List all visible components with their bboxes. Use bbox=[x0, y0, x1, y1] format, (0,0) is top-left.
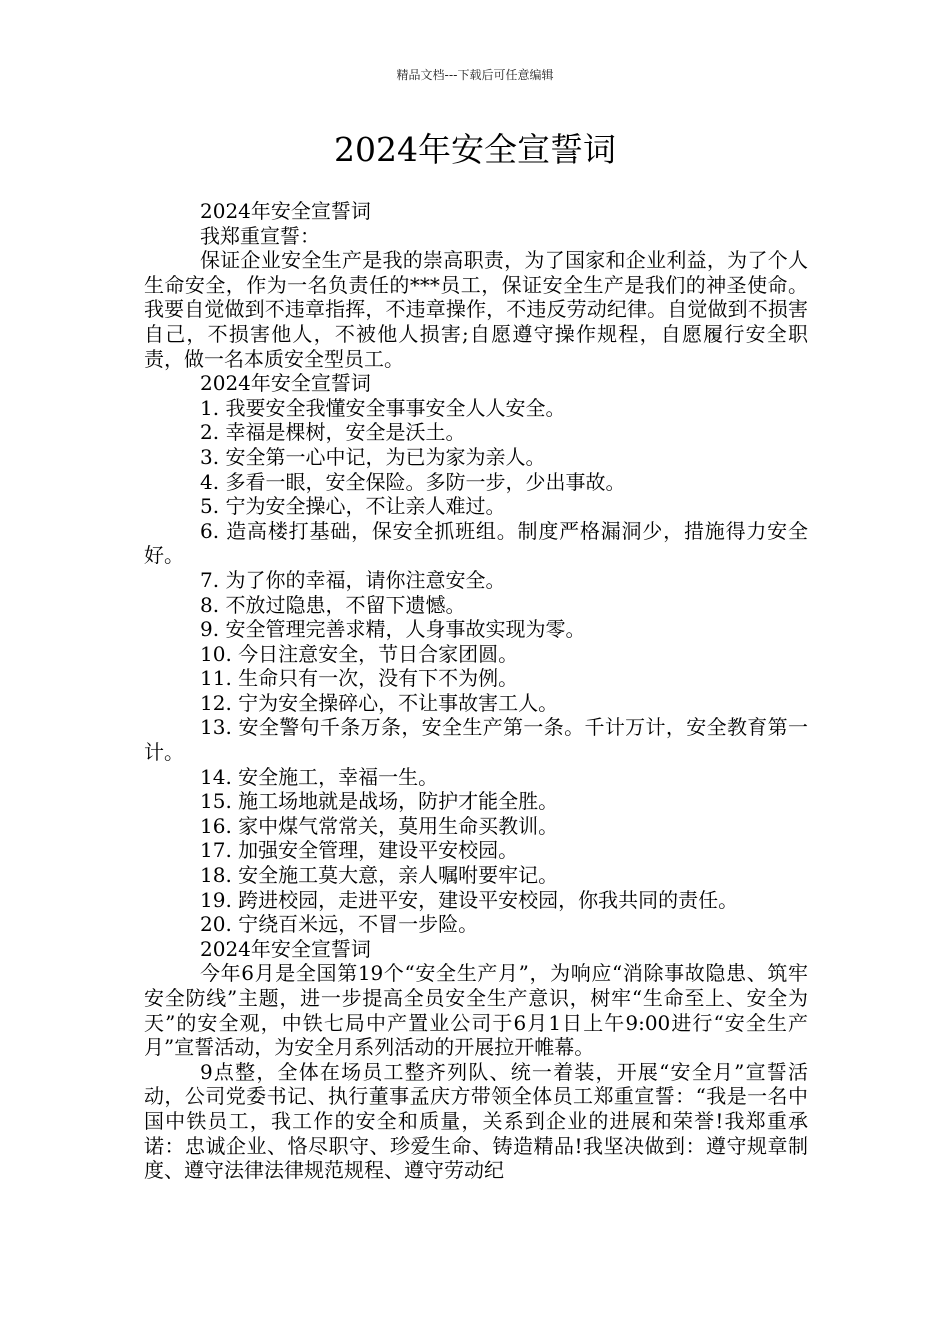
paragraph: 保证企业安全生产是我的崇高职责，为了国家和企业利益，为了个人生命安全，作为一名负责任的***员工，保证安全生产是我们的神圣使命。我要自觉做到不违章指挥，不违章操作，不违反劳动纪律。自觉做到不损害自己，不损害他人，不被他人损害;自愿遵守操作规程，自愿履行安全职责，做一名本质安全型员工。 bbox=[144, 248, 808, 371]
list-item: 14. 安全施工，幸福一生。 bbox=[200, 764, 439, 789]
paragraph: 我郑重宣誓： bbox=[200, 223, 320, 248]
list-item: 3. 安全第一心中记，为已为家为亲人。 bbox=[200, 444, 546, 469]
list-item: 13. 安全警句千条万条，安全生产第一条。千计万计，安全教育第一计。 bbox=[144, 715, 808, 765]
list-item: 18. 安全施工莫大意，亲人嘱咐要牢记。 bbox=[200, 863, 559, 888]
document-body bbox=[144, 199, 808, 1183]
list-item: 4. 多看一眼，安全保险。多防一步，少出事故。 bbox=[200, 469, 626, 494]
list-item: 11. 生命只有一次，没有下不为例。 bbox=[200, 666, 519, 691]
page-title: 2024年安全宣誓词 bbox=[334, 130, 616, 169]
paragraph: 9点整，全体在场员工整齐列队、统一着装，开展“安全月”宣誓活动，公司党委书记、执行董事孟庆方带领全体员工郑重宣誓：“我是一名中国中铁员工，我工作的安全和质量，关系到企业的进展和荣誉!我郑重承诺：忠诚企业、恪尽职守、珍爱生命、铸造精品!我坚决做到：遵守规章制度、遵守法律法律规范规程、遵守劳动纪 bbox=[144, 1059, 808, 1183]
list-item: 8. 不放过隐患，不留下遗憾。 bbox=[200, 592, 466, 617]
list-item: 19. 跨进校园，走进平安，建设平安校园，你我共同的责任。 bbox=[200, 887, 739, 912]
list-item: 20. 宁绕百米远，不冒一步险。 bbox=[200, 912, 479, 937]
header-note: 精品文档---下载后可任意编辑 bbox=[396, 68, 554, 82]
paragraph: 今年6月是全国第19个“安全生产月”，为响应“消除事故隐患、筑牢安全防线”主题，进一步提高全员安全生产意识，树牢“生命至上、安全为天”的安全观，中铁七局中产置业公司于6月1日上午9:00进行“安全生产月”宣誓活动，为安全月系列活动的开展拉开帷幕。 bbox=[144, 961, 808, 1060]
paragraph: 2024年安全宣誓词 bbox=[200, 936, 371, 961]
list-item: 12. 宁为安全操碎心，不让事故害工人。 bbox=[200, 690, 559, 715]
paragraph: 2024年安全宣誓词 bbox=[200, 371, 371, 396]
list-item: 6. 造高楼打基础，保安全抓班组。制度严格漏洞少，措施得力安全好。 bbox=[144, 518, 808, 568]
list-item: 16. 家中煤气常常关，莫用生命买教训。 bbox=[200, 813, 559, 838]
list-item: 5. 宁为安全操心，不让亲人难过。 bbox=[200, 494, 506, 519]
list-item: 1. 我要安全我懂安全事事安全人人安全。 bbox=[200, 395, 566, 420]
list-item: 10. 今日注意安全，节日合家团圆。 bbox=[200, 641, 519, 666]
list-item: 17. 加强安全管理，建设平安校园。 bbox=[200, 838, 519, 863]
list-item: 9. 安全管理完善求精，人身事故实现为零。 bbox=[200, 617, 586, 642]
list-item: 15. 施工场地就是战场，防护才能全胜。 bbox=[200, 789, 559, 814]
list-item: 2. 幸福是棵树，安全是沃土。 bbox=[200, 420, 466, 445]
paragraph: 2024年安全宣誓词 bbox=[200, 199, 371, 223]
list-item: 7. 为了你的幸福，请你注意安全。 bbox=[200, 567, 506, 592]
